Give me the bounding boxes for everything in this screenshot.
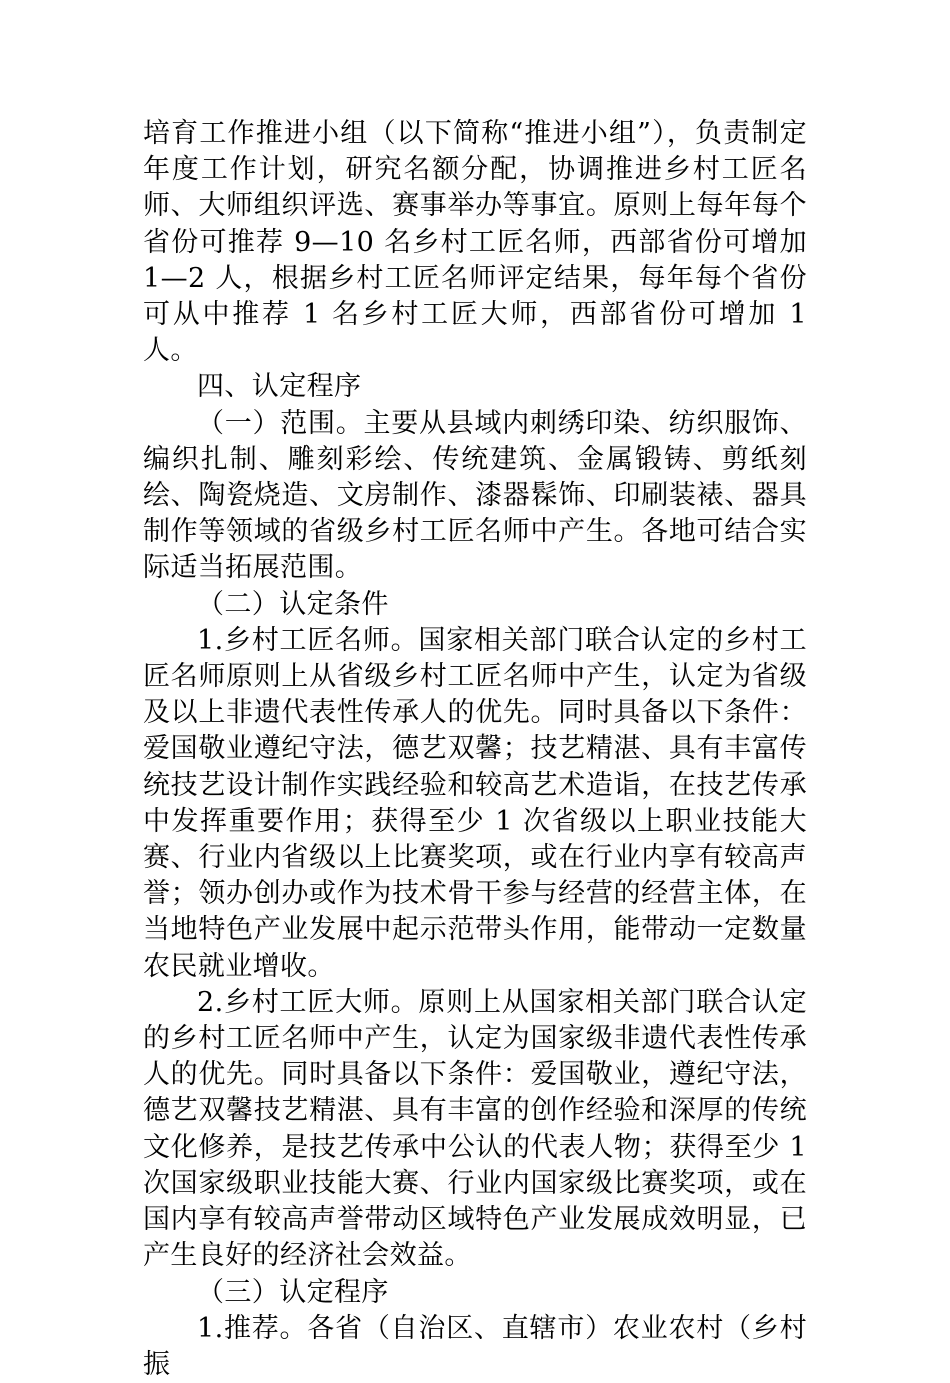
paragraph-grandmaster-conditions: 2.乡村工匠大师。原则上从国家相关部门联合认定的乡村工匠名师中产生，认定为国家级非遗代表性传承人的优先。同时具备以下条件：爱国敬业，遵纪守法，德艺双馨技艺精湛、具有丰富的创作经验和深厚的传统文化修养，是技艺传承中公认的代表人物；获得至少 1 次国家级职业技能大赛、行业内国家级比赛奖项，或在国内享有较高声誉带动区域特色产业发展成效明显，已产生良好的经济社会效益。 (143, 986, 807, 1272)
paragraph-intro: 培育工作推进小组（以下简称“推进小组”），负责制定年度工作计划，研究名额分配，协调推进乡村工匠名师、大师组织评选、赛事举办等事宜。原则上每年每个省份可推荐 9—10 名乡村工匠名师，西部省份可增加 1—2 人，根据乡村工匠名师评定结果，每年每个省份可从中推荐 1 名乡村工匠大师，西部省份可增加 1 人。 (143, 118, 807, 367)
document-page (143, 116, 807, 1383)
paragraph-master-conditions: 1.乡村工匠名师。国家相关部门联合认定的乡村工匠名师原则上从省级乡村工匠名师中产生，认定为省级及以上非遗代表性传承人的优先。同时具备以下条件：爱国敬业遵纪守法，德艺双馨；技艺精湛、具有丰富传统技艺设计制作实践经验和较高艺术造诣，在技艺传承中发挥重要作用；获得至少 1 次省级以上职业技能大赛、行业内省级以上比赛奖项，或在行业内享有较高声誉；领办创办或作为技术骨干参与经营的经营主体，在当地特色产业发展中起示范带头作用，能带动一定数量农民就业增收。 (143, 624, 807, 982)
subsection-heading-process: （三）认定程序 (197, 1276, 389, 1308)
section-heading-procedure: 四、认定程序 (197, 371, 362, 403)
paragraph-recommendation: 1.推荐。各省（自治区、直辖市）农业农村（乡村振 (143, 1312, 807, 1380)
paragraph-scope: （一）范围。主要从县域内刺绣印染、纺织服饰、编织扎制、雕刻彩绘、传统建筑、金属锻铸、剪纸刻绘、陶瓷烧造、文房制作、漆器髹饰、印刷装裱、器具制作等领域的省级乡村工匠名师中产生。各地可结合实际适当拓展范围。 (143, 407, 807, 584)
subsection-heading-conditions: （二）认定条件 (197, 588, 389, 620)
